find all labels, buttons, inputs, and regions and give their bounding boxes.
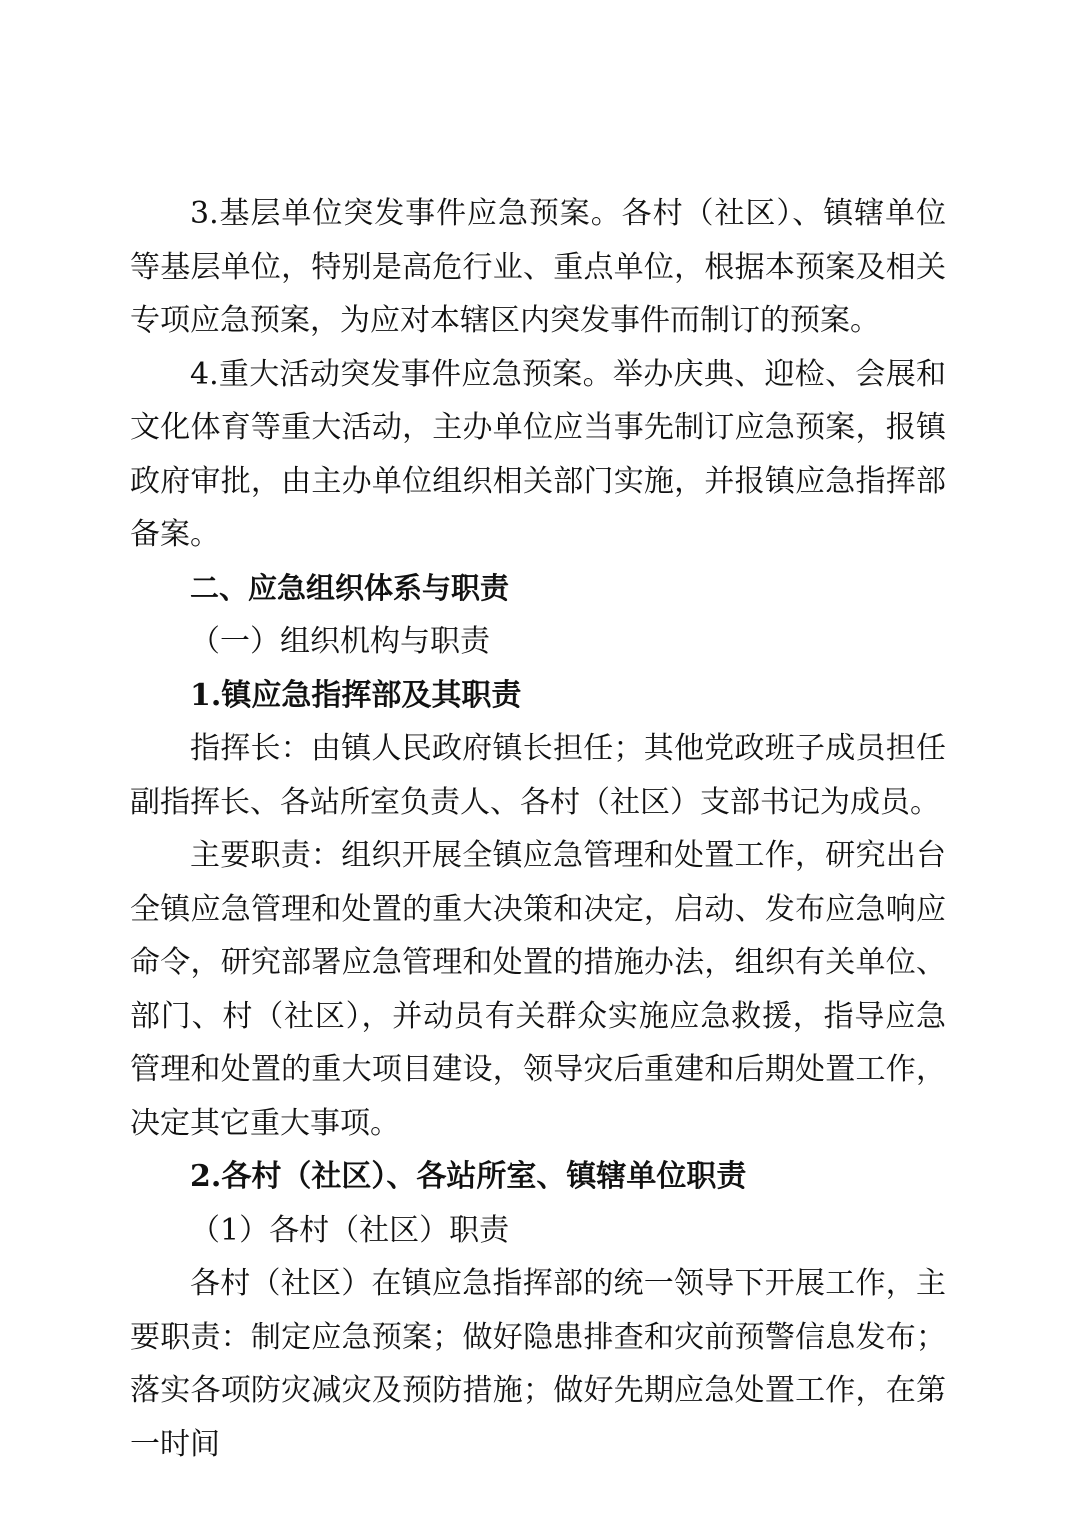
subitem-heading-village-duties: （1）各村（社区）职责: [190, 1212, 510, 1248]
paragraph-main-duties: 主要职责：组织开展全镇应急管理和处置工作，研究出台全镇应急管理和处置的重大决策和决定，启动、发布应急响应命令，研究部署应急管理和处置的措施办法，组织有关单位、部门、村（社区），并动员有关群众实施应急救援，指导应急管理和处置的重大项目建设，领导灾后重建和后期处置工作，决定其它重大事项。: [130, 838, 946, 1141]
item-heading-command-center: 1.镇应急指挥部及其职责: [190, 677, 522, 713]
paragraph-village-duties: 各村（社区）在镇应急指挥部的统一领导下开展工作，主要职责：制定应急预案；做好隐患排查和灾前预警信息发布；落实各项防灾减灾及预防措施；做好先期应急处置工作，在第一时间: [130, 1266, 946, 1462]
document-body: [130, 187, 946, 1471]
item-heading-unit-duties: 2.各村（社区）、各站所室、镇辖单位职责: [190, 1159, 747, 1194]
subsection-heading-structure: （一）组织机构与职责: [190, 624, 490, 659]
paragraph-commander: 指挥长：由镇人民政府镇长担任；其他党政班子成员担任副指挥长、各站所室负责人、各村（社区）支部书记为成员。: [130, 731, 946, 820]
paragraph-major-event-plan: 4.重大活动突发事件应急预案。举办庆典、迎检、会展和文化体育等重大活动，主办单位应当事先制订应急预案，报镇政府审批，由主办单位组织相关部门实施，并报镇应急指挥部备案。: [130, 356, 946, 552]
paragraph-basic-unit-plan: 3.基层单位突发事件应急预案。各村（社区）、镇辖单位等基层单位，特别是高危行业、重点单位，根据本预案及相关专项应急预案，为应对本辖区内突发事件而制订的预案。: [130, 196, 946, 338]
section-heading-organization: 二、应急组织体系与职责: [190, 570, 510, 605]
